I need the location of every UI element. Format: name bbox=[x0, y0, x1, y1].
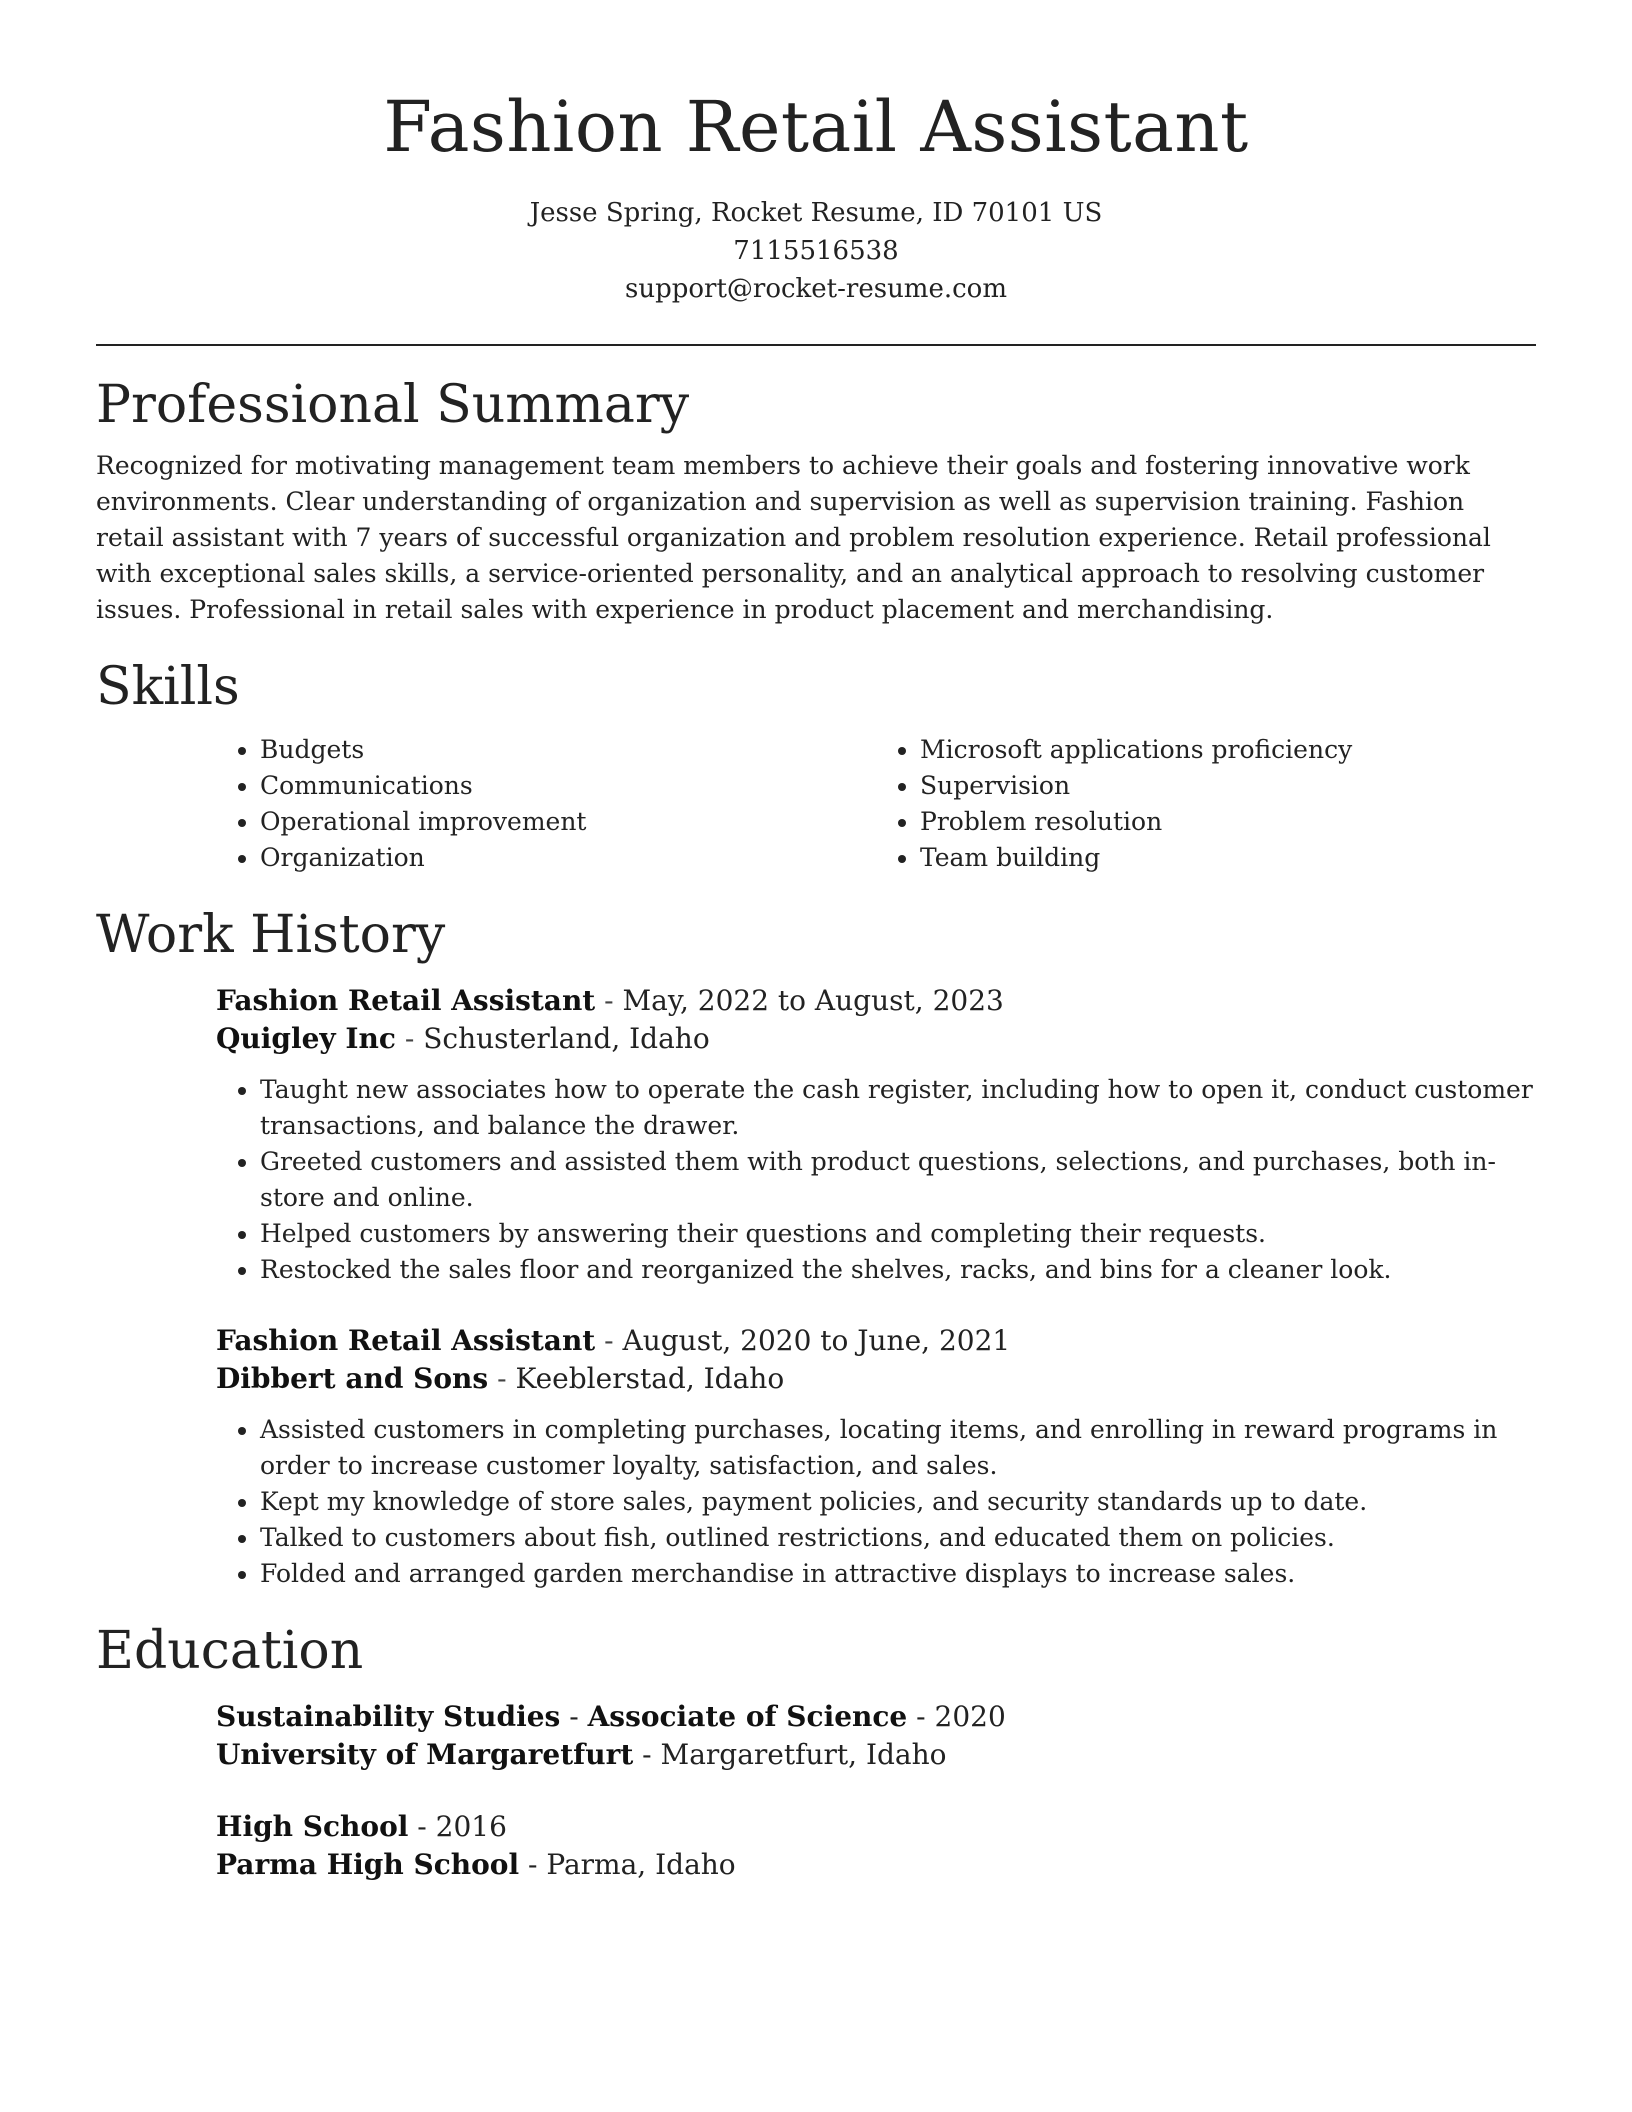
education-entry bbox=[216, 1808, 1536, 1884]
separator: - bbox=[395, 1022, 424, 1055]
separator: - bbox=[488, 1362, 516, 1395]
separator: - bbox=[519, 1848, 547, 1881]
education-degree-line bbox=[216, 1698, 1536, 1736]
summary-heading: Professional Summary bbox=[96, 375, 690, 435]
job-bullet: • Helped customers by answering their questions and completing their requests. bbox=[260, 1216, 1536, 1252]
skills-list-right bbox=[876, 732, 1536, 876]
job-bullet: • Talked to customers about fish, outlined restrictions, and educated them on policies. bbox=[260, 1520, 1536, 1556]
job-company-line bbox=[216, 1360, 1536, 1398]
job-bullet: • Kept my knowledge of store sales, payment policies, and security standards up to date. bbox=[260, 1484, 1536, 1520]
summary-section bbox=[96, 372, 1536, 628]
job-company-line bbox=[216, 1020, 1536, 1058]
contact-address: Jesse Spring, Rocket Resume, ID 70101 US bbox=[529, 198, 1103, 228]
header-divider bbox=[96, 344, 1536, 346]
job-bullet: • Restocked the sales floor and reorganized the shelves, racks, and bins for a cleaner look. bbox=[260, 1252, 1536, 1288]
job-dates: May, 2022 to August, 2023 bbox=[622, 984, 1004, 1017]
skills-list-left bbox=[216, 732, 876, 876]
education-degree-line bbox=[216, 1808, 1536, 1846]
job-title-line bbox=[216, 1322, 1536, 1360]
job-title: Fashion Retail Assistant bbox=[216, 984, 596, 1017]
job-entry bbox=[216, 982, 1536, 1288]
job-location: Keeblerstad, Idaho bbox=[515, 1362, 785, 1395]
resume-header bbox=[96, 0, 1536, 308]
contact-block bbox=[96, 194, 1536, 308]
education-field: High School bbox=[216, 1810, 409, 1843]
education-school-line bbox=[216, 1736, 1536, 1774]
education-school: Parma High School bbox=[216, 1848, 520, 1881]
education-location: Margaretfurt, Idaho bbox=[660, 1738, 947, 1771]
education-school: University of Margaretfurt bbox=[216, 1738, 634, 1771]
skills-section bbox=[96, 654, 1536, 876]
separator: - bbox=[633, 1738, 661, 1771]
skill-item: • Problem resolution bbox=[920, 804, 1536, 840]
job-company: Quigley Inc bbox=[216, 1022, 396, 1055]
job-bullet: • Folded and arranged garden merchandise in attractive displays to increase sales. bbox=[260, 1556, 1536, 1592]
work-history-section bbox=[96, 902, 1536, 1592]
job-title-line bbox=[216, 982, 1536, 1020]
job-title: Fashion Retail Assistant bbox=[216, 1324, 596, 1357]
separator: - bbox=[907, 1700, 935, 1733]
skill-item: • Team building bbox=[920, 840, 1536, 876]
work-history-heading: Work History bbox=[96, 905, 446, 965]
separator: - bbox=[595, 1324, 623, 1357]
job-bullets bbox=[216, 1412, 1536, 1592]
skill-item: • Communications bbox=[260, 768, 876, 804]
summary-text: Recognized for motivating management team members to achieve their goals and fostering innovative work environments. Clear understanding of organization and supervision as well as supervision training. Fashion retail assistant with 7 years of successful organization and problem resolution experience. Retail professional with exceptional sales skills, a service-oriented personality, and an analytical approach to resolving customer issues. Professional in retail sales with experience in product placement and merchandising. bbox=[96, 451, 1491, 624]
education-location: Parma, Idaho bbox=[546, 1848, 736, 1881]
separator: - bbox=[408, 1810, 436, 1843]
job-bullets bbox=[216, 1072, 1536, 1288]
job-bullet: • Taught new associates how to operate the cash register, including how to open it, conduct customer transactions, and balance the drawer. bbox=[260, 1072, 1536, 1144]
job-bullet: • Assisted customers in completing purchases, locating items, and enrolling in reward programs in order to increase customer loyalty, satisfaction, and sales. bbox=[260, 1412, 1536, 1484]
education-degree: Associate of Science bbox=[587, 1700, 908, 1733]
skill-item: • Budgets bbox=[260, 732, 876, 768]
skill-item: • Organization bbox=[260, 840, 876, 876]
skills-heading: Skills bbox=[96, 657, 240, 717]
education-heading: Education bbox=[96, 1621, 364, 1681]
skill-item: • Operational improvement bbox=[260, 804, 876, 840]
education-section bbox=[96, 1618, 1536, 1884]
education-year: 2016 bbox=[435, 1810, 507, 1843]
education-field: Sustainability Studies bbox=[216, 1700, 561, 1733]
separator: - bbox=[595, 984, 623, 1017]
job-company: Dibbert and Sons bbox=[216, 1362, 489, 1395]
resume-title: Fashion Retail Assistant bbox=[383, 86, 1249, 168]
skills-columns bbox=[216, 732, 1536, 876]
job-location: Schusterland, Idaho bbox=[423, 1022, 710, 1055]
contact-email: support@rocket-resume.com bbox=[624, 274, 1007, 304]
education-entry bbox=[216, 1698, 1536, 1774]
education-school-line bbox=[216, 1846, 1536, 1884]
job-entry bbox=[216, 1322, 1536, 1592]
job-dates: August, 2020 to June, 2021 bbox=[622, 1324, 1011, 1357]
skill-item: • Supervision bbox=[920, 768, 1536, 804]
education-year: 2020 bbox=[934, 1700, 1006, 1733]
skill-item: • Microsoft applications proficiency bbox=[920, 732, 1536, 768]
job-bullet: • Greeted customers and assisted them with product questions, selections, and purchases, both in-store and online. bbox=[260, 1144, 1536, 1216]
separator: - bbox=[560, 1700, 588, 1733]
contact-phone: 7115516538 bbox=[733, 236, 899, 266]
